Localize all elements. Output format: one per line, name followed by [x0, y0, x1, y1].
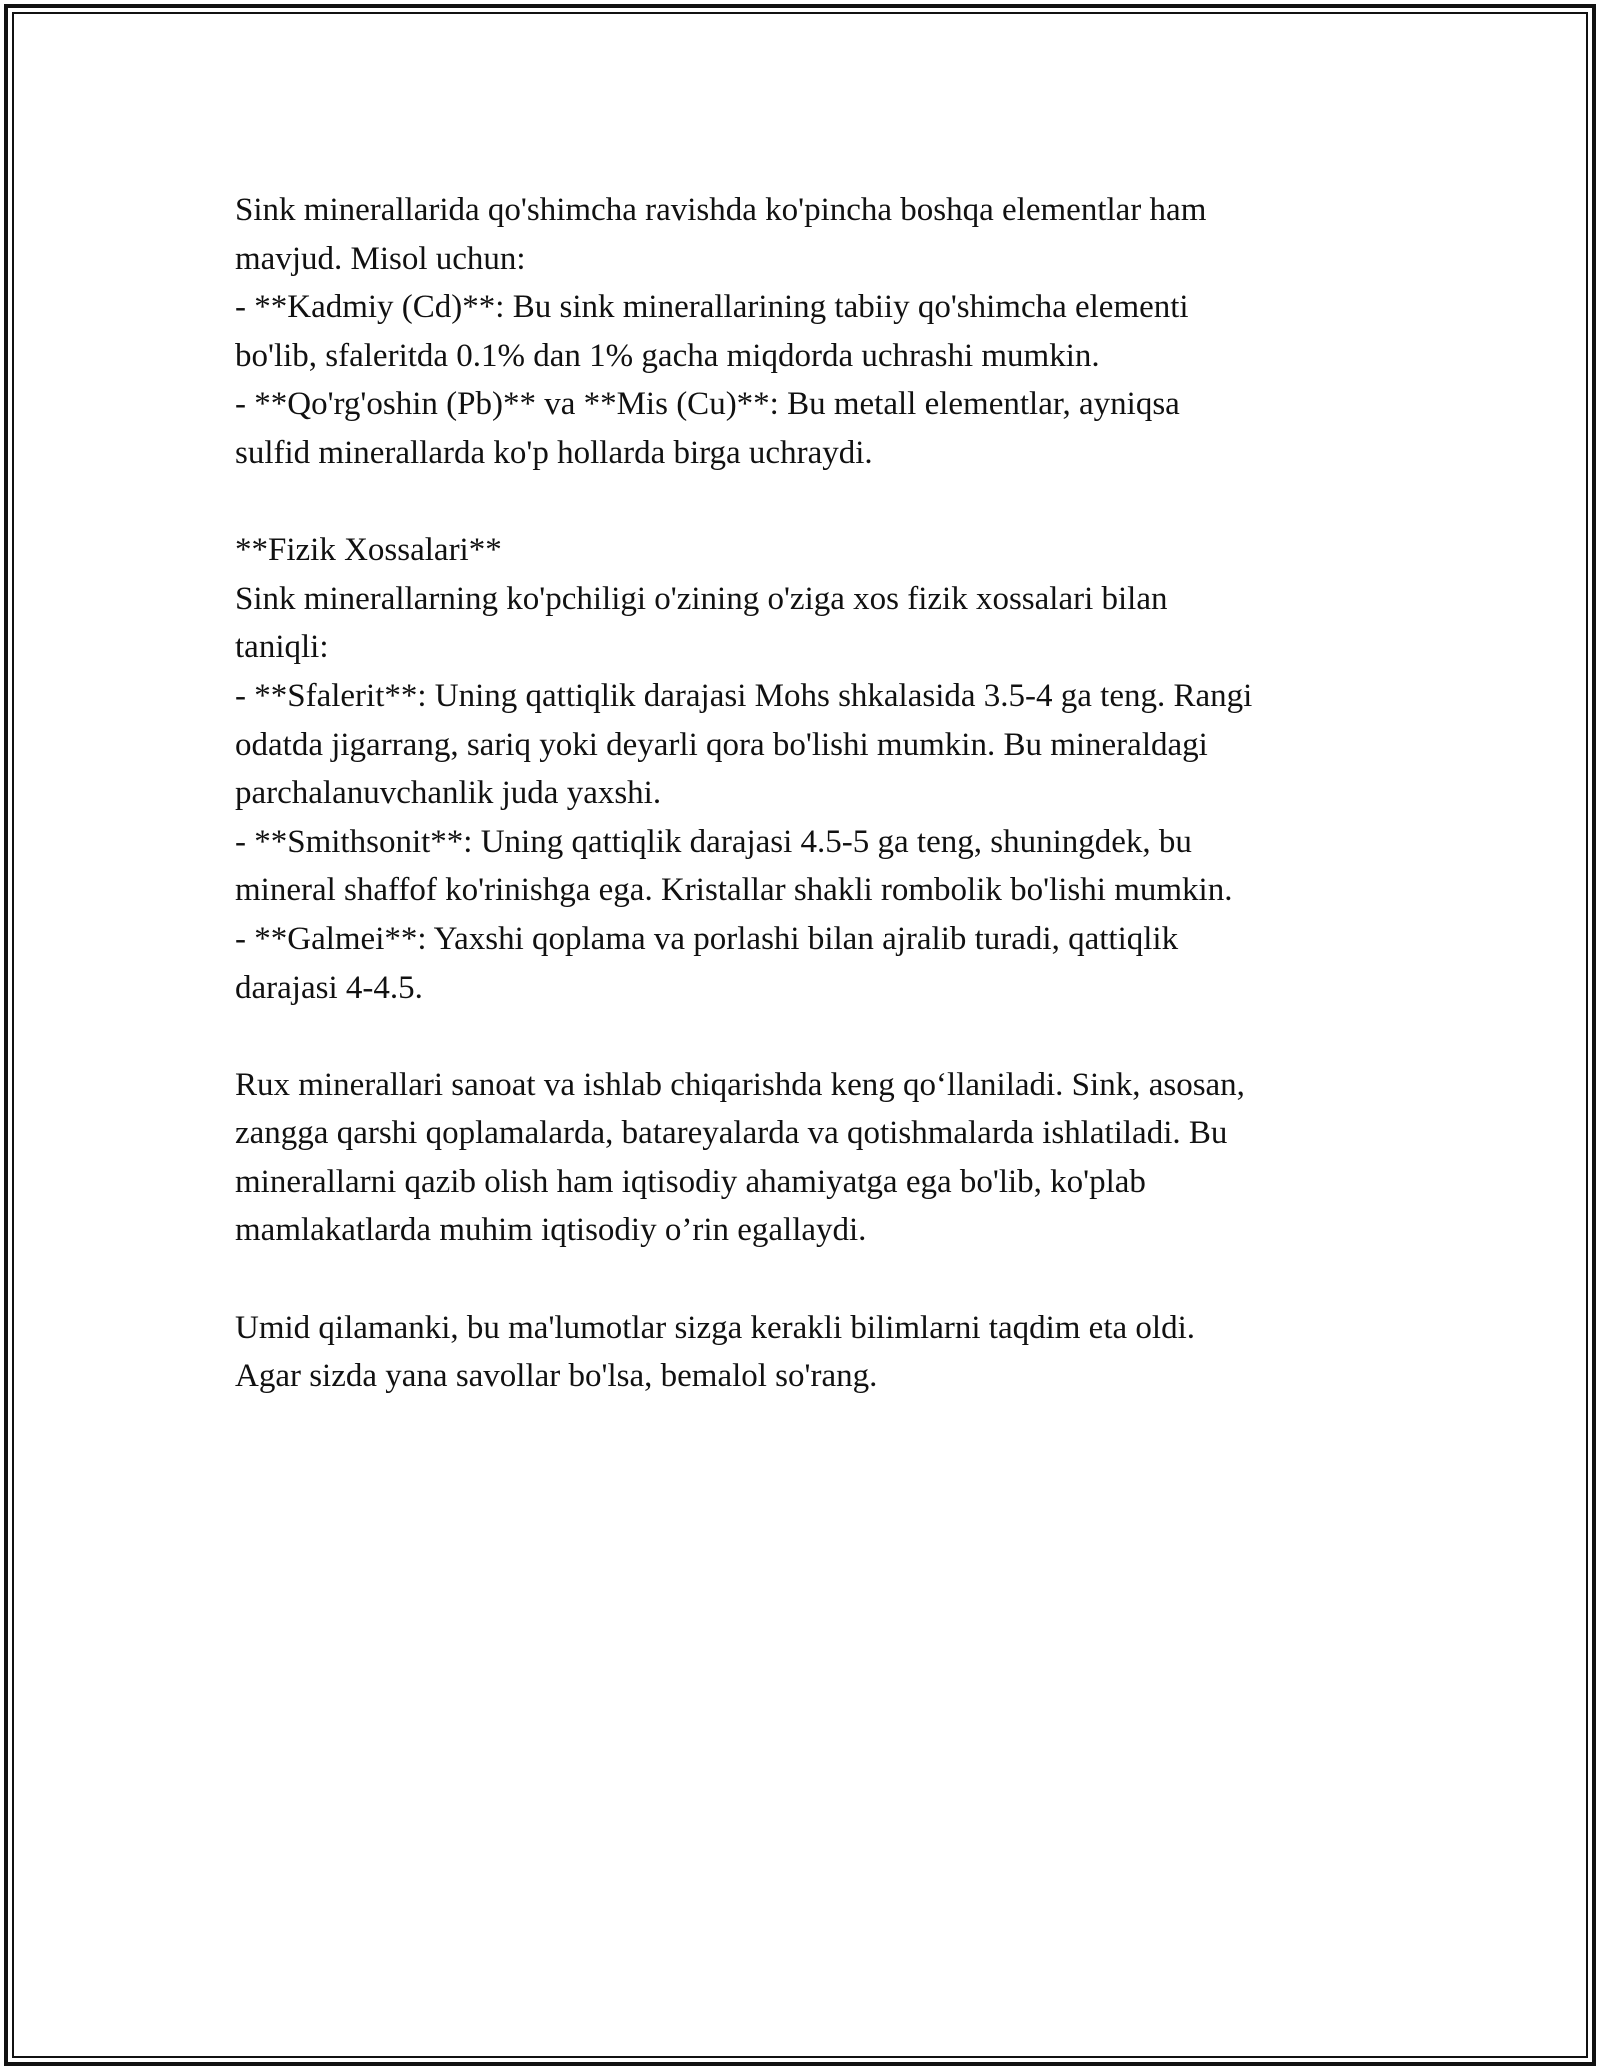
paragraph-physical-properties — [235, 526, 1385, 1012]
text-line: - **Qo'rg'oshin (Pb)** va **Mis (Cu)**: Bu metall elementlar, ayniqsa — [235, 386, 1180, 423]
paragraph-closing — [235, 1304, 1385, 1401]
text-line: odatda jigarrang, sariq yoki deyarli qora bo'lishi mumkin. Bu mineraldagi — [235, 726, 1208, 763]
text-line: mamlakatlarda muhim iqtisodiy o’rin egallaydi. — [235, 1212, 867, 1249]
text-line: - **Sfalerit**: Uning qattiqlik darajasi Mohs shkalasida 3.5-4 ga teng. Rangi — [235, 677, 1253, 714]
document-body — [235, 186, 1385, 1401]
text-line: - **Kadmiy (Cd)**: Bu sink minerallarining tabiiy qo'shimcha elementi — [235, 289, 1189, 326]
text-line: Agar sizda yana savollar bo'lsa, bemalol so'rang. — [235, 1358, 878, 1395]
text-line: Sink minerallarning ko'pchiligi o'zining o'ziga xos fizik xossalari bilan — [235, 580, 1168, 617]
text-line: Rux minerallari sanoat va ishlab chiqarishda keng qo‘llaniladi. Sink, asosan, — [235, 1066, 1245, 1103]
text-line: darajasi 4-4.5. — [235, 969, 423, 1006]
text-line: sulfid minerallarda ko'p hollarda birga uchraydi. — [235, 434, 873, 471]
text-line: minerallarni qazib olish ham iqtisodiy ahamiyatga ega bo'lib, ko'plab — [235, 1163, 1146, 1200]
text-line: - **Galmei**: Yaxshi qoplama va porlashi bilan ajralib turadi, qattiqlik — [235, 920, 1179, 957]
text-line: mineral shaffof ko'rinishga ega. Kristallar shakli rombolik bo'lishi mumkin. — [235, 872, 1233, 909]
text-line: zangga qarshi qoplamalarda, batareyalarda va qotishmalarda ishlatiladi. Bu — [235, 1115, 1228, 1152]
text-line: mavjud. Misol uchun: — [235, 240, 526, 277]
text-line: - **Smithsonit**: Uning qattiqlik darajasi 4.5-5 ga teng, shuningdek, bu — [235, 823, 1192, 860]
paragraph-trace-elements — [235, 186, 1385, 478]
text-line: parchalanuvchanlik juda yaxshi. — [235, 775, 662, 812]
text-line: Sink minerallarida qo'shimcha ravishda ko'pincha boshqa elementlar ham — [235, 192, 1207, 228]
paragraph-spacer — [235, 478, 1385, 527]
paragraph-industrial-use — [235, 1061, 1385, 1255]
text-line: bo'lib, sfaleritda 0.1% dan 1% gacha miqdorda uchrashi mumkin. — [235, 337, 1100, 374]
text-line: taniqli: — [235, 629, 329, 666]
paragraph-spacer — [235, 1255, 1385, 1304]
paragraph-spacer — [235, 1012, 1385, 1061]
text-line: Umid qilamanki, bu ma'lumotlar sizga kerakli bilimlarni taqdim eta oldi. — [235, 1309, 1195, 1346]
section-heading: **Fizik Xossalari** — [235, 532, 502, 569]
